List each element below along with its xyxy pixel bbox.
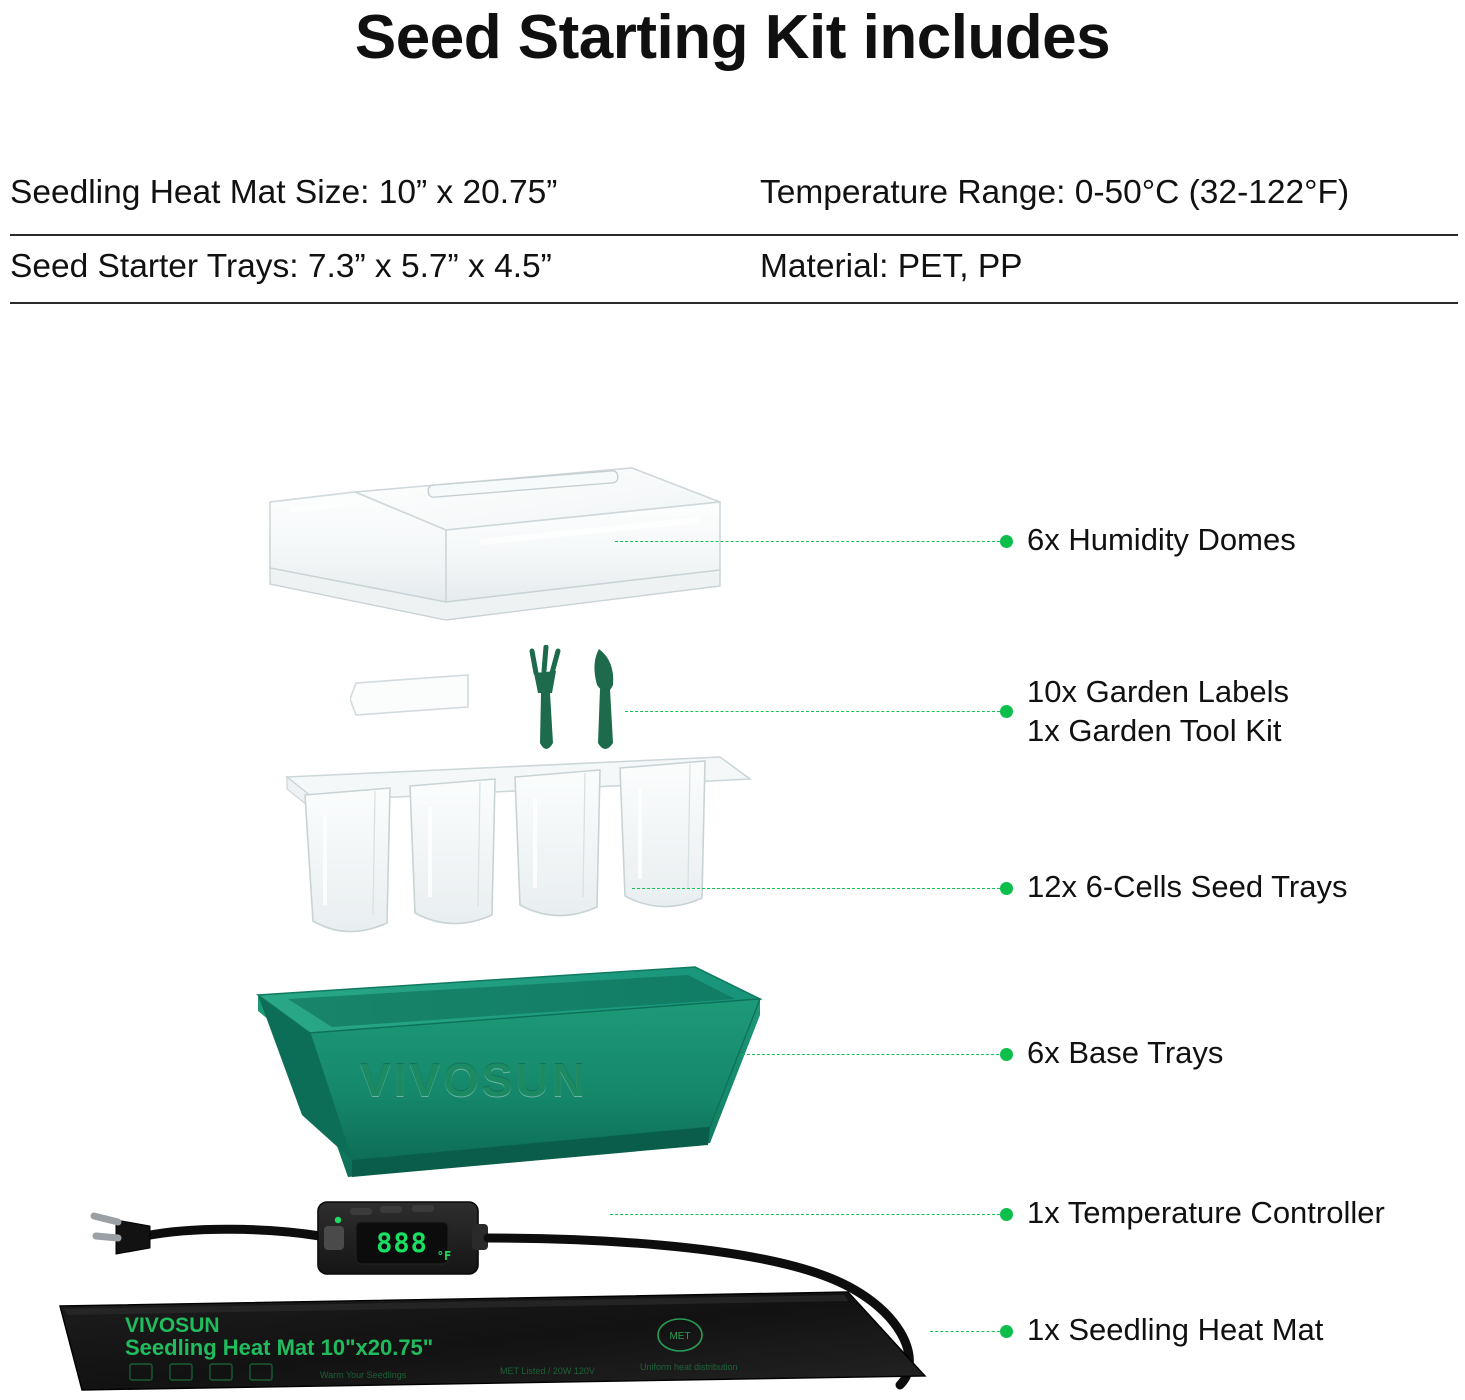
spec-temperature-range: Temperature Range: 0-50°C (32-122°F)	[745, 168, 1458, 236]
specs-table	[10, 168, 1458, 304]
callout-seedling-heat-mat	[1027, 1310, 1323, 1349]
callout-humidity-domes	[1027, 520, 1296, 559]
callout-base-trays-line1: 6x Base Trays	[1027, 1035, 1224, 1070]
callout-leader-garden-tools	[625, 711, 1005, 712]
svg-text:MET Listed / 20W 120V: MET Listed / 20W 120V	[500, 1366, 595, 1376]
callout-leader-base-trays	[742, 1054, 1004, 1055]
callout-leader-humidity-domes	[615, 541, 1005, 542]
svg-text:MET: MET	[669, 1331, 691, 1342]
base-tray-brand-emboss: VIVOSUN	[360, 1054, 589, 1106]
callout-leader-temperature-controller	[610, 1214, 1005, 1215]
heat-mat-graphic	[20, 1180, 980, 1395]
callout-seedling-heat-mat-line1: 1x Seedling Heat Mat	[1027, 1312, 1324, 1347]
svg-text:Warm Your Seedlings: Warm Your Seedlings	[320, 1370, 407, 1380]
spec-seed-starter-trays: Seed Starter Trays: 7.3” x 5.7” x 4.5”	[10, 236, 745, 304]
callout-temperature-controller	[1027, 1193, 1385, 1232]
callout-humidity-domes-line1: 6x Humidity Domes	[1027, 522, 1296, 557]
callout-base-trays	[1027, 1033, 1223, 1072]
spec-material: Material: PET, PP	[745, 236, 1458, 304]
base-tray-graphic	[240, 955, 760, 1180]
humidity-dome-graphic	[250, 450, 770, 650]
garden-tools-graphic	[350, 645, 670, 755]
svg-text:Seedling Heat Mat 10"x20.75": Seedling Heat Mat 10"x20.75"	[125, 1335, 434, 1360]
callout-temperature-controller-line1: 1x Temperature Controller	[1027, 1195, 1385, 1230]
callout-leader-seedling-heat-mat	[930, 1331, 1005, 1332]
callout-leader-seed-trays	[632, 888, 1005, 889]
exploded-product-illustration	[0, 400, 1465, 1400]
seed-cell-tray-graphic	[265, 755, 745, 975]
svg-text:888: 888	[376, 1228, 428, 1259]
spec-heat-mat-size: Seedling Heat Mat Size: 10” x 20.75”	[10, 168, 745, 236]
callout-garden-labels-line: 10x Garden Labels	[1027, 674, 1289, 709]
callout-seed-trays-line1: 12x 6-Cells Seed Trays	[1027, 869, 1348, 904]
callout-seed-trays	[1027, 867, 1347, 906]
svg-text:Uniform heat distribution: Uniform heat distribution	[640, 1362, 738, 1372]
svg-text:°F: °F	[436, 1249, 452, 1263]
svg-text:VIVOSUN: VIVOSUN	[125, 1314, 220, 1337]
callout-garden-tool-kit-line: 1x Garden Tool Kit	[1027, 713, 1282, 748]
page-title: Seed Starting Kit includes	[354, 3, 1111, 72]
callout-garden-tools	[1027, 672, 1289, 750]
